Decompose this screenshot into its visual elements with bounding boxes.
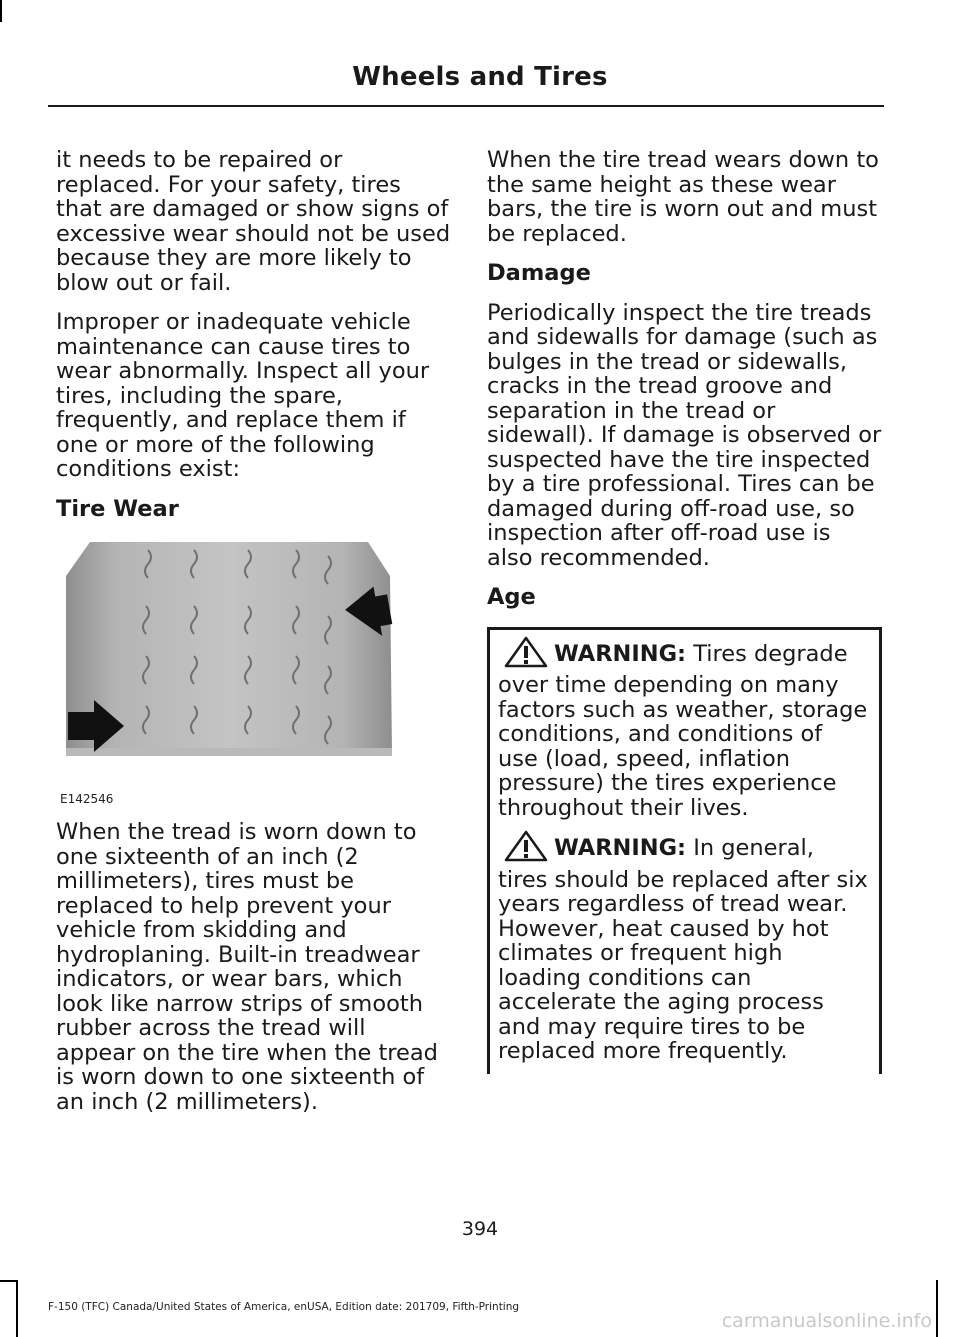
- warning-text: In general, tires should be replaced after six years regardless of tread wear. However, heat caused by hot climates or frequent high loading conditions can accelerate the aging process and may require tires to be replaced more frequently.: [498, 835, 868, 1064]
- watermark: carmanualsonline.info: [721, 1310, 932, 1332]
- paragraph-wear-bars: When the tire tread wears down to the same height as these wear bars, the tire is worn out and must be replaced.: [487, 147, 879, 247]
- paragraph-repair-or-replace: it needs to be repaired or replaced. For your safety, tires that are damaged or show signs of excessive wear should not be used because they are more likely to blow out or fail.: [56, 147, 451, 296]
- crop-mark-top-left: [0, 0, 2, 22]
- warning-tires-degrade: [498, 642, 869, 821]
- paragraph-inspect-tires: Improper or inadequate vehicle maintenance can cause tires to wear abnormally. Inspect all your tires, including the spare, frequently, and replace them if one or more of the following conditions exist:: [56, 309, 430, 482]
- warning-box: [487, 627, 882, 1074]
- warning-label: WARNING:: [554, 835, 687, 861]
- crop-mark-bottom-right: [936, 1280, 938, 1337]
- heading-tire-wear: Tire Wear: [56, 495, 179, 522]
- edition-footer: F-150 (TFC) Canada/United States of America, enUSA, Edition date: 201709, Fifth-Printing: [48, 1301, 520, 1313]
- paragraph-tread-worn: When the tread is worn down to one sixteenth of an inch (2 millimeters), tires must be replaced to help prevent your vehicle from skidding and hydroplaning. Built-in treadwear indicators, or wear bars, which look like narrow strips of smooth rubber across the tread will appear on the tire when the tread is worn down to one sixteenth of an inch (2 millimeters).: [56, 819, 438, 1115]
- warning-text: Tires degrade over time depending on many factors such as weather, storage conditions, and conditions of use (load, speed, inflation pressure) the tires experience throughout their lives.: [498, 640, 868, 821]
- figure-id: E142546: [60, 792, 114, 806]
- warning-triangle-icon: [504, 830, 548, 868]
- page-number: 394: [461, 1218, 499, 1240]
- tire-tread-illustration: [58, 536, 398, 806]
- tread-bottom-band: [66, 748, 392, 756]
- warning-label: WARNING:: [554, 640, 687, 667]
- heading-damage: Damage: [487, 260, 591, 286]
- header-divider: [48, 105, 884, 107]
- crop-mark-bottom-left-vertical: [16, 1280, 18, 1337]
- warning-triangle-icon: [504, 636, 548, 674]
- page-header-title: Wheels and Tires: [352, 62, 608, 92]
- warning-replace-after-six-years: [498, 836, 869, 1064]
- paragraph-damage: Periodically inspect the tire treads and sidewalls for damage (such as bulges in the tread or sidewalls, cracks in the tread groove and separation in the tread or sidewall). If damage is observed or suspected have the tire inspected by a tire professional. Tires can be damaged during off-road use, so inspection after off-road use is also recommended.: [487, 299, 882, 571]
- heading-age: Age: [487, 584, 536, 610]
- tire-wear-figure: [58, 536, 398, 806]
- left-column: [56, 148, 451, 1129]
- right-column: [487, 148, 882, 1074]
